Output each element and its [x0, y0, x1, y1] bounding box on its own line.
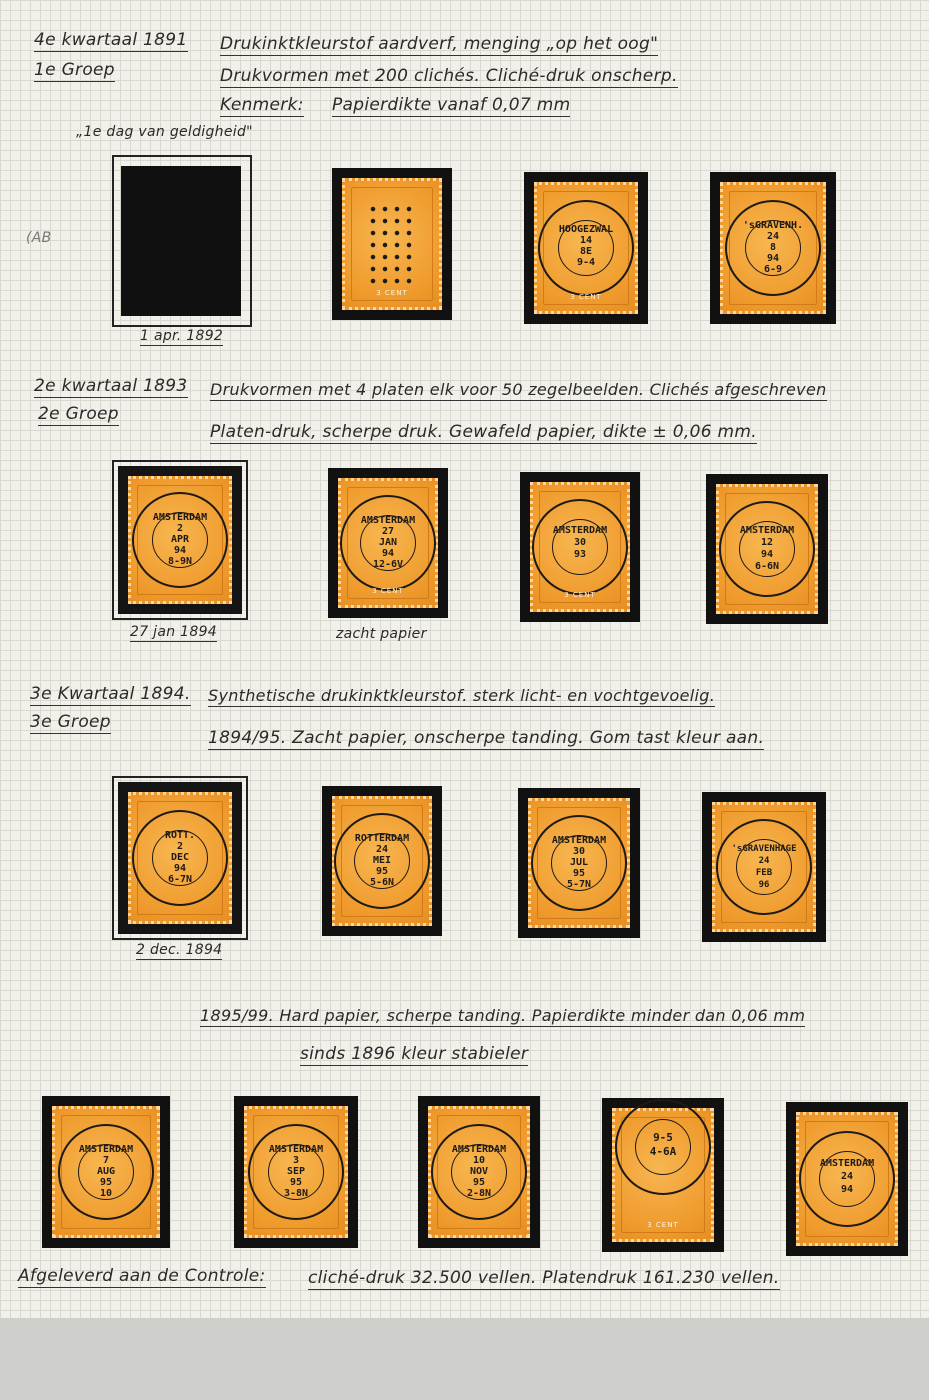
stamp — [332, 796, 432, 926]
pencil-mark: (AB — [26, 230, 52, 246]
section1-group: 1e Groep — [34, 60, 115, 80]
stamp: AMSTERDAM 27 JAN 94 12-6V 3 CENT — [338, 478, 438, 608]
section1-date-note: 1 apr. 1892 — [140, 328, 224, 344]
postmark: 'sGRAVENH. 24 8 94 6-9 — [725, 200, 821, 296]
postmark: AMSTERDAM 12 94 6-6N — [719, 501, 815, 597]
section4-line2: sinds 1896 kleur stabieler — [300, 1044, 529, 1064]
section1-line1: Drukinktkleurstof aardverf, menging „op het oog" — [220, 34, 659, 54]
postmark: HOOGEZWAL 14 8E 9-4 — [538, 200, 634, 296]
footer-text: cliché-druk 32.500 vellen. Platendruk 161.230 vellen. — [308, 1268, 780, 1288]
stamp-mount — [602, 1098, 724, 1252]
stamp — [796, 1112, 898, 1246]
stamp — [128, 476, 232, 604]
stamp-mount — [786, 1102, 908, 1256]
postmark: AMSTERDAM 27 JAN 94 12-6V — [340, 495, 436, 591]
postmark: ROTT. 2 DEC 94 6-7N — [132, 810, 228, 906]
stamp-mount — [706, 474, 828, 624]
stamp-mount — [518, 788, 640, 938]
stamp-mount — [42, 1096, 170, 1248]
stamp-mount — [118, 466, 242, 614]
stamp-mount — [524, 172, 648, 324]
section3-group: 3e Groep — [30, 712, 111, 732]
postmark: AMSTERDAM 24 94 — [799, 1131, 895, 1227]
section1-period: 4e kwartaal 1891 — [34, 30, 188, 50]
section2-group: 2e Groep — [38, 404, 119, 424]
stamp: AMSTERDAM 30 93 3 CENT — [530, 482, 630, 612]
postmark: AMSTERDAM 7 AUG 95 10 — [58, 1124, 154, 1220]
stamp-mount — [710, 172, 836, 324]
section3-line1: Synthetische drukinktkleurstof. sterk licht- en vochtgevoelig. — [208, 686, 716, 705]
section4-line1: 1895/99. Hard papier, scherpe tanding. Papierdikte minder dan 0,06 mm — [200, 1006, 806, 1025]
section2-line1: Drukvormen met 4 platen elk voor 50 zegelbeelden. Clichés afgeschreven — [210, 380, 827, 399]
empty-stamp-mount — [121, 166, 241, 316]
stamp — [720, 182, 826, 314]
postmark: AMSTERDAM 30 JUL 95 5-7N — [531, 815, 627, 911]
postmark: 'sGRAVENHAGE 24 FEB 96 — [716, 819, 812, 915]
section2-line2: Platen-druk, scherpe druk. Gewafeld papier, dikte ± 0,06 mm. — [210, 422, 757, 442]
stamp — [244, 1106, 348, 1238]
stamp — [128, 792, 232, 924]
section1-line3: Papierdikte vanaf 0,07 mm — [332, 95, 571, 115]
postmark: AMSTERDAM 30 93 — [532, 499, 628, 595]
first-day-caption: „1e dag van geldigheid" — [76, 124, 253, 140]
postmark: AMSTERDAM 2 APR 94 8-9N — [132, 492, 228, 588]
stamp — [716, 484, 818, 614]
stamp-mount — [234, 1096, 358, 1248]
section3-note1: 2 dec. 1894 — [136, 942, 223, 958]
stamp-mount — [418, 1096, 540, 1248]
section2-period: 2e kwartaal 1893 — [34, 376, 188, 396]
stamp-mount — [328, 468, 448, 618]
section1-line2: Drukvormen met 200 clichés. Cliché-druk onscherp. — [220, 66, 678, 86]
stamp — [428, 1106, 530, 1238]
stamp — [712, 802, 816, 932]
stamp — [52, 1106, 160, 1238]
footer-label: Afgeleverd aan de Controle: — [18, 1266, 266, 1286]
stamp: HOOGEZWAL 14 8E 9-4 3 CENT — [534, 182, 638, 314]
postmark: 9-5 4-6A — [615, 1099, 711, 1195]
section2-note1: 27 jan 1894 — [130, 624, 217, 640]
page-background — [0, 1318, 929, 1400]
postmark: ROTTERDAM 24 MEI 95 5-6N — [334, 813, 430, 909]
stamp-mount — [322, 786, 442, 936]
postmark: AMSTERDAM 3 SEP 95 3-8N — [248, 1124, 344, 1220]
stamp-mount — [118, 782, 242, 934]
stamp: 9-5 4-6A 3 CENT — [612, 1108, 714, 1242]
postmark: AMSTERDAM 10 NOV 95 2-8N — [431, 1124, 527, 1220]
stamp: 3 CENT — [342, 178, 442, 310]
section3-period: 3e Kwartaal 1894. — [30, 684, 191, 704]
section1-line3-label: Kenmerk: — [220, 95, 304, 115]
stamp-mount — [520, 472, 640, 622]
stamp — [528, 798, 630, 928]
section2-note2: zacht papier — [336, 626, 427, 642]
dot-cancel — [367, 203, 417, 285]
stamp-mount — [332, 168, 452, 320]
section3-line2: 1894/95. Zacht papier, onscherpe tanding. Gom tast kleur aan. — [208, 728, 765, 748]
stamp-mount — [702, 792, 826, 942]
